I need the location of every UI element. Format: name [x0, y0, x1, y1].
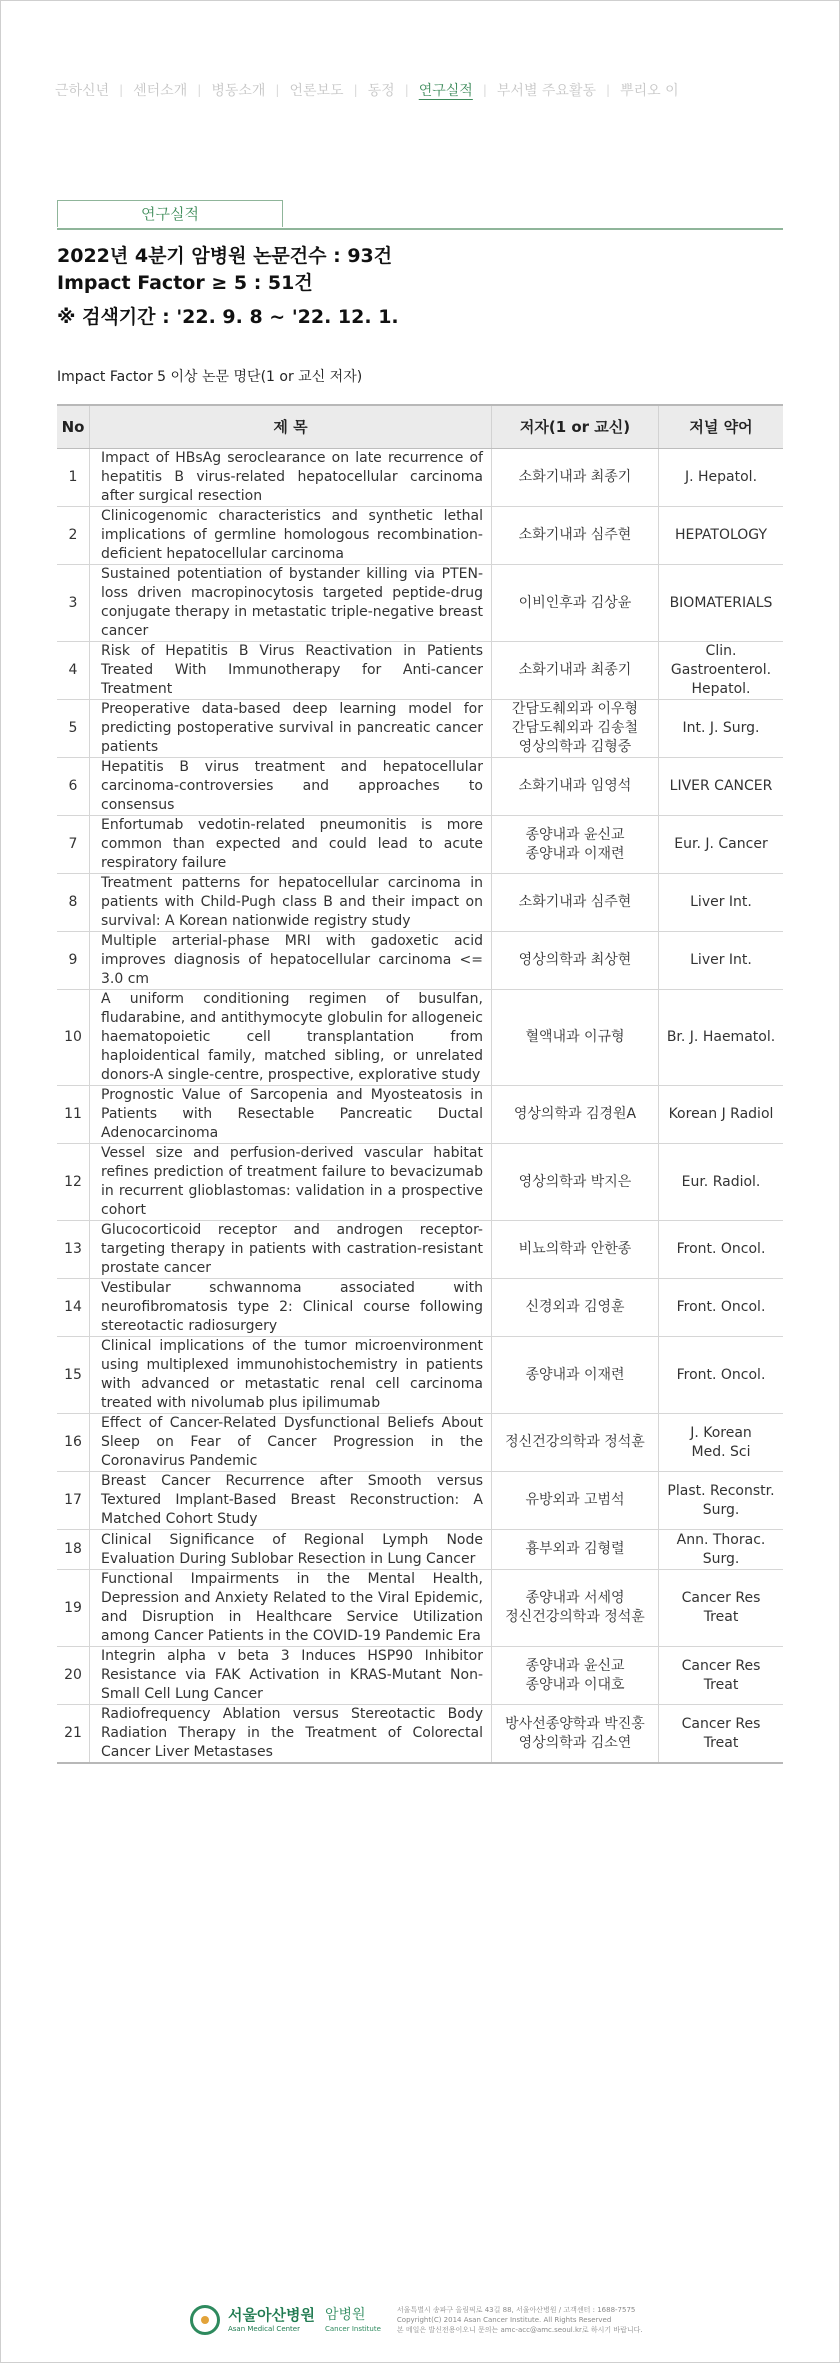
paper-author: 종양내과 서세영 정신건강의학과 정석훈 — [492, 1570, 659, 1647]
nav-item[interactable]: 언론보도 — [289, 83, 344, 99]
row-number: 2 — [57, 507, 90, 565]
impact-factor-heading: Impact Factor ≥ 5 : 51건 — [57, 272, 313, 294]
row-number: 14 — [57, 1279, 90, 1337]
table-row — [57, 1414, 783, 1472]
paper-title: Prognostic Value of Sarcopenia and Myosteatosis in Patients with Resectable Pancreatic Ductal Adenocarcinoma — [90, 1086, 492, 1144]
row-number: 18 — [57, 1530, 90, 1570]
table-row — [57, 1647, 783, 1705]
row-number: 5 — [57, 700, 90, 758]
table-row — [57, 642, 783, 700]
journal-abbrev: Cancer Res Treat — [659, 1705, 784, 1764]
paper-author: 정신건강의학과 정석훈 — [492, 1414, 659, 1472]
header-title: 제 목 — [90, 405, 492, 449]
paper-title: Clinical implications of the tumor microenvironment using multiplexed immunohistochemistry in patients with advanced or metastatic renal cell carcinoma treated with nivolumab plus ipilimumab — [90, 1337, 492, 1414]
table-row — [57, 932, 783, 990]
paper-count-heading: 2022년 4분기 암병원 논문건수 : 93건 — [57, 245, 393, 267]
table-row — [57, 1705, 783, 1764]
nav-separator: | — [275, 83, 280, 97]
paper-title: Vestibular schwannoma associated with neurofibromatosis type 2: Clinical course following stereotactic radiosurgery — [90, 1279, 492, 1337]
table-row — [57, 1570, 783, 1647]
row-number: 9 — [57, 932, 90, 990]
paper-title: Enfortumab vedotin-related pneumonitis is more common than expected and could lead to acute respiratory failure — [90, 816, 492, 874]
table-row — [57, 565, 783, 642]
paper-title: Clinicogenomic characteristics and synthetic lethal implications of germline homologous recombination-deficient hepatocellular carcinoma — [90, 507, 492, 565]
cancer-institute-ko: 암병원 — [324, 2307, 366, 2323]
section-label: 연구실적 — [57, 200, 283, 227]
table-row — [57, 1279, 783, 1337]
cancer-institute-en: Cancer Institute — [324, 2325, 381, 2333]
table-row — [57, 816, 783, 874]
footer — [190, 2303, 643, 2337]
footer-address-line: 서울특별시 송파구 올림픽로 43길 88, 서울아산병원 / 고객센터 : 1688-7575 — [396, 2306, 636, 2314]
header-no: No — [57, 405, 90, 449]
hospital-name-en: Asan Medical Center — [228, 2325, 300, 2333]
paper-author: 종양내과 윤신교 종양내과 이대호 — [492, 1647, 659, 1705]
row-number: 1 — [57, 449, 90, 507]
nav-separator: | — [404, 83, 409, 97]
paper-author: 영상의학과 김경원A — [492, 1086, 659, 1144]
paper-author: 소화기내과 최종기 — [492, 642, 659, 700]
table-row — [57, 990, 783, 1086]
paper-author: 방사선종양학과 박진홍 영상의학과 김소연 — [492, 1705, 659, 1764]
paper-author: 혈액내과 이규형 — [492, 990, 659, 1086]
table-header-row — [57, 405, 783, 449]
journal-abbrev: Eur. Radiol. — [659, 1144, 784, 1221]
nav-item[interactable]: 센터소개 — [133, 83, 188, 99]
row-number: 8 — [57, 874, 90, 932]
paper-title: Breast Cancer Recurrence after Smooth versus Textured Implant-Based Breast Reconstruction: A Matched Cohort Study — [90, 1472, 492, 1530]
paper-title: Preoperative data-based deep learning model for predicting postoperative survival in pancreatic cancer patients — [90, 700, 492, 758]
row-number: 17 — [57, 1472, 90, 1530]
paper-title: A uniform conditioning regimen of busulfan, fludarabine, and antithymocyte globulin for allogeneic haematopoietic cell transplantation from haploidentical family, matched sibling, or unrelated donors-A single-centre, prospective, explorative study — [90, 990, 492, 1086]
nav-item[interactable]: 병동소개 — [211, 83, 266, 99]
row-number: 11 — [57, 1086, 90, 1144]
journal-abbrev: Eur. J. Cancer — [659, 816, 784, 874]
journal-abbrev: Cancer Res Treat — [659, 1647, 784, 1705]
paper-author: 영상의학과 최상현 — [492, 932, 659, 990]
paper-title: Effect of Cancer-Related Dysfunctional Beliefs About Sleep on Fear of Cancer Progression in the Coronavirus Pandemic — [90, 1414, 492, 1472]
journal-abbrev: BIOMATERIALS — [659, 565, 784, 642]
paper-title: Functional Impairments in the Mental Health, Depression and Anxiety Related to the Viral Epidemic, and Disruption in Healthcare Service Utilization among Cancer Patients in the COVID-19 Pandemic Era — [90, 1570, 492, 1647]
row-number: 16 — [57, 1414, 90, 1472]
paper-author: 소화기내과 심주현 — [492, 507, 659, 565]
paper-author: 이비인후과 김상윤 — [492, 565, 659, 642]
table-row — [57, 449, 783, 507]
paper-title: Hepatitis B virus treatment and hepatocellular carcinoma-controversies and approaches to consensus — [90, 758, 492, 816]
report-headings — [57, 243, 783, 331]
paper-author: 소화기내과 임영석 — [492, 758, 659, 816]
search-period-heading: ※ 검색기간 : '22. 9. 8 ~ '22. 12. 1. — [57, 306, 399, 328]
paper-title: Treatment patterns for hepatocellular carcinoma in patients with Child-Pugh class B and their impact on survival: A Korean nationwide registry study — [90, 874, 492, 932]
nav-separator: | — [197, 83, 202, 97]
journal-abbrev: Front. Oncol. — [659, 1337, 784, 1414]
paper-title: Glucocorticoid receptor and androgen receptor-targeting therapy in patients with castration-resistant prostate cancer — [90, 1221, 492, 1279]
paper-title: Impact of HBsAg seroclearance on late recurrence of hepatitis B virus-related hepatocellular carcinoma after surgical resection — [90, 449, 492, 507]
table-row — [57, 758, 783, 816]
nav-item[interactable]: 근하신년 — [55, 83, 110, 99]
journal-abbrev: Int. J. Surg. — [659, 700, 784, 758]
footer-copyright-line: Copyright(C) 2014 Asan Cancer Institute. All Rights Reserved — [396, 2316, 612, 2324]
paper-author: 비뇨의학과 안한종 — [492, 1221, 659, 1279]
table-row — [57, 1086, 783, 1144]
papers-table — [57, 404, 783, 1764]
table-row — [57, 874, 783, 932]
paper-author: 영상의학과 박지은 — [492, 1144, 659, 1221]
nav-separator: | — [353, 83, 358, 97]
nav-separator: | — [119, 83, 124, 97]
journal-abbrev: LIVER CANCER — [659, 758, 784, 816]
paper-title: Risk of Hepatitis B Virus Reactivation in Patients Treated With Immunotherapy for Anti-cancer Treatment — [90, 642, 492, 700]
hospital-name-ko: 서울아산병원 — [228, 2306, 315, 2324]
nav-item[interactable]: 연구실적 — [418, 83, 473, 99]
paper-author: 유방외과 고범석 — [492, 1472, 659, 1530]
row-number: 21 — [57, 1705, 90, 1764]
journal-abbrev: Cancer Res Treat — [659, 1570, 784, 1647]
paper-title: Clinical Significance of Regional Lymph Node Evaluation During Sublobar Resection in Lung Cancer — [90, 1530, 492, 1570]
table-row — [57, 1337, 783, 1414]
journal-abbrev: Plast. Reconstr. Surg. — [659, 1472, 784, 1530]
journal-abbrev: Liver Int. — [659, 874, 784, 932]
paper-title: Radiofrequency Ablation versus Stereotactic Body Radiation Therapy in the Treatment of Colorectal Cancer Liver Metastases — [90, 1705, 492, 1764]
footer-contact-line: 본 메일은 발신전용이오니 문의는 amc-acc@amc.seoul.kr로 하시기 바랍니다. — [396, 2326, 643, 2334]
journal-abbrev: Br. J. Haematol. — [659, 990, 784, 1086]
section-divider — [57, 228, 783, 230]
paper-author: 흉부외과 김형렬 — [492, 1530, 659, 1570]
journal-abbrev: Front. Oncol. — [659, 1279, 784, 1337]
journal-abbrev: J. Korean Med. Sci — [659, 1414, 784, 1472]
nav-item[interactable]: 뿌리오 이 — [620, 83, 679, 99]
paper-title: Multiple arterial-phase MRI with gadoxetic acid improves diagnosis of hepatocellular carcinoma <= 3.0 cm — [90, 932, 492, 990]
top-navigation — [55, 76, 785, 104]
row-number: 19 — [57, 1570, 90, 1647]
hospital-logo-icon — [190, 2305, 220, 2335]
journal-abbrev: Liver Int. — [659, 932, 784, 990]
table-row — [57, 700, 783, 758]
journal-abbrev: Ann. Thorac. Surg. — [659, 1530, 784, 1570]
row-number: 10 — [57, 990, 90, 1086]
table-row — [57, 507, 783, 565]
nav-separator: | — [482, 83, 487, 97]
table-caption: Impact Factor 5 이상 논문 명단(1 or 교신 저자) — [57, 369, 363, 385]
table-row — [57, 1221, 783, 1279]
row-number: 15 — [57, 1337, 90, 1414]
nav-item[interactable]: 부서별 주요활동 — [496, 83, 597, 99]
journal-abbrev: HEPATOLOGY — [659, 507, 784, 565]
row-number: 4 — [57, 642, 90, 700]
row-number: 13 — [57, 1221, 90, 1279]
nav-item[interactable]: 동정 — [367, 83, 395, 99]
journal-abbrev: J. Hepatol. — [659, 449, 784, 507]
header-author: 저자(1 or 교신) — [492, 405, 659, 449]
journal-abbrev: Front. Oncol. — [659, 1221, 784, 1279]
nav-separator: | — [606, 83, 611, 97]
row-number: 3 — [57, 565, 90, 642]
paper-author: 소화기내과 심주현 — [492, 874, 659, 932]
header-journal: 저널 약어 — [659, 405, 784, 449]
paper-author: 소화기내과 최종기 — [492, 449, 659, 507]
row-number: 6 — [57, 758, 90, 816]
row-number: 12 — [57, 1144, 90, 1221]
paper-author: 신경외과 김영훈 — [492, 1279, 659, 1337]
paper-title: Sustained potentiation of bystander killing via PTEN-loss driven macropinocytosis targeted peptide-drug conjugate therapy in metastatic triple-negative breast cancer — [90, 565, 492, 642]
table-row — [57, 1530, 783, 1570]
paper-author: 종양내과 이재련 — [492, 1337, 659, 1414]
paper-title: Vessel size and perfusion-derived vascular habitat refines prediction of treatment failure to bevacizumab in recurrent glioblastomas: validation in a prospective cohort — [90, 1144, 492, 1221]
paper-title: Integrin alpha v beta 3 Induces HSP90 Inhibitor Resistance via FAK Activation in KRAS-Mutant Non-Small Cell Lung Cancer — [90, 1647, 492, 1705]
journal-abbrev: Korean J Radiol — [659, 1086, 784, 1144]
paper-author: 간담도췌외과 이우형 간담도췌외과 김송철 영상의학과 김형중 — [492, 700, 659, 758]
table-row — [57, 1144, 783, 1221]
row-number: 7 — [57, 816, 90, 874]
journal-abbrev: Clin. Gastroenterol. Hepatol. — [659, 642, 784, 700]
paper-author: 종양내과 윤신교 종양내과 이재련 — [492, 816, 659, 874]
footer-address — [397, 2305, 643, 2335]
table-row — [57, 1472, 783, 1530]
row-number: 20 — [57, 1647, 90, 1705]
